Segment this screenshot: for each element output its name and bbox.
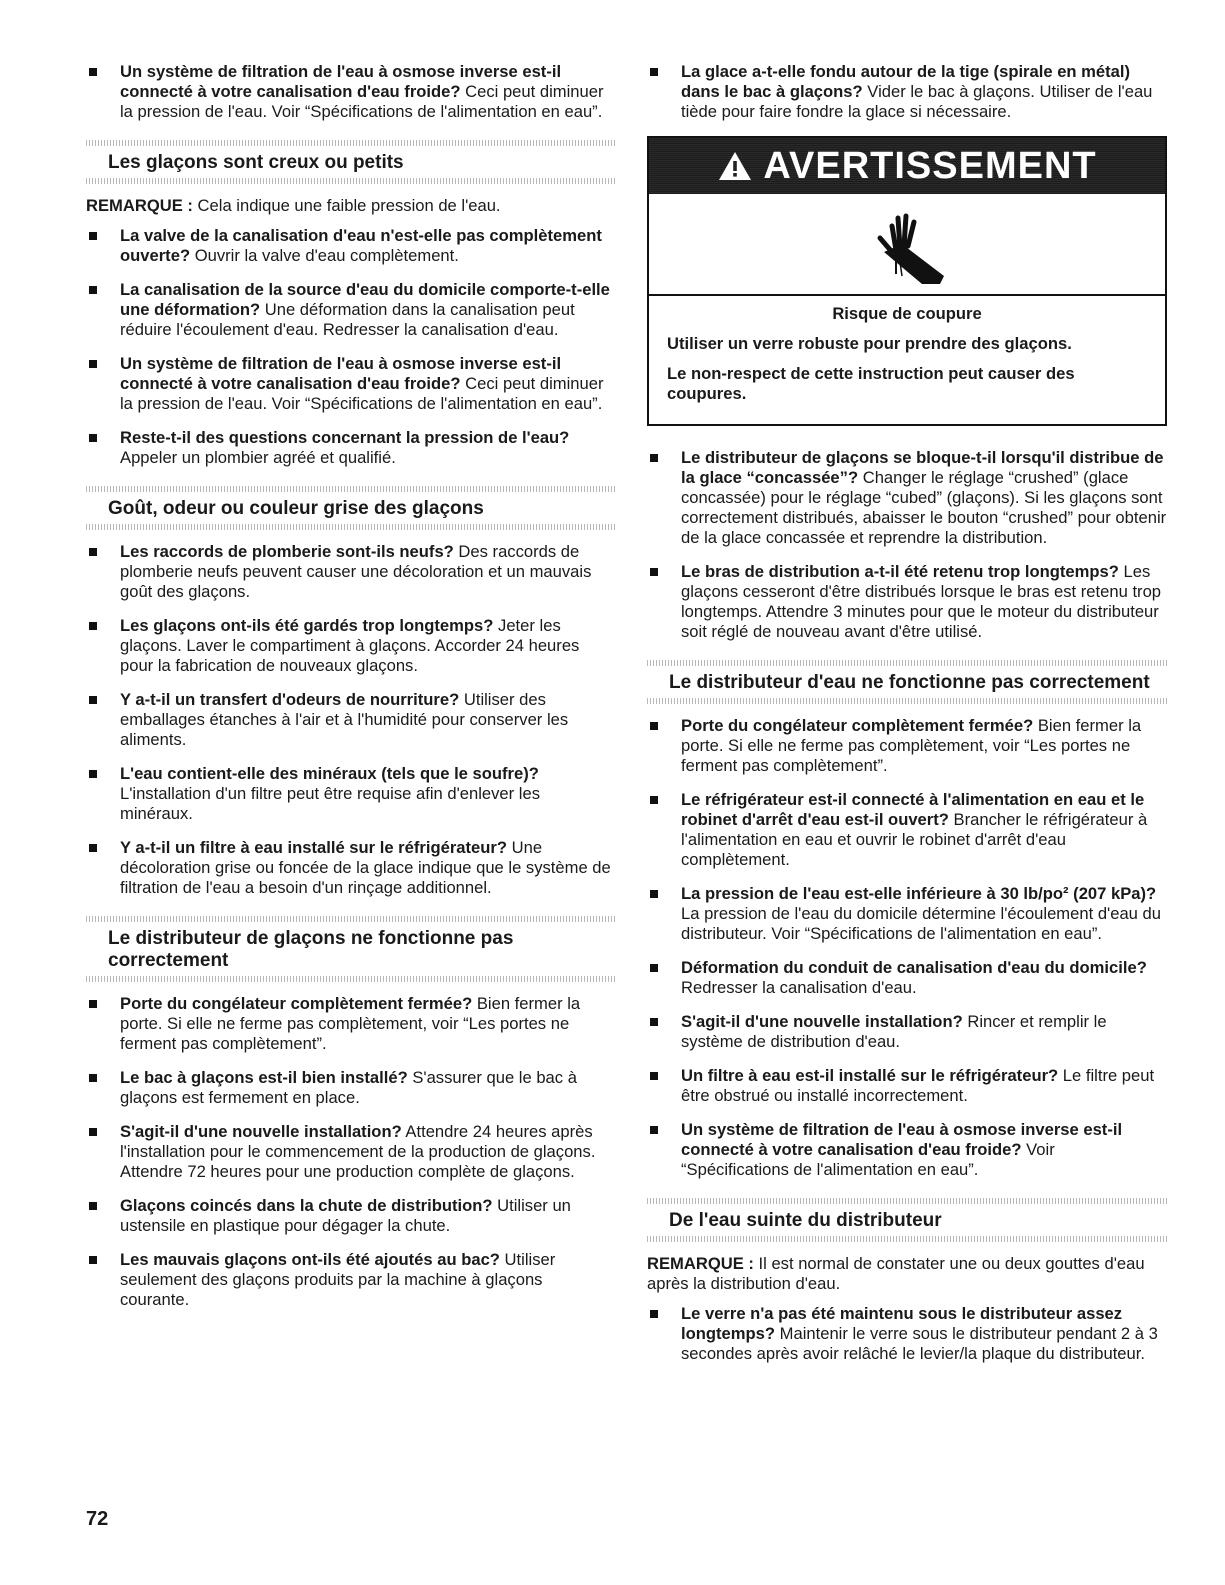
divider [647, 698, 1167, 704]
divider [86, 178, 616, 184]
list-item: Déformation du conduit de canalisation d'eau du domicile? Redresser la canalisation d'eau. [647, 958, 1167, 998]
hazard-symbol [649, 194, 1165, 296]
list-item: Un filtre à eau est-il installé sur le réfrigérateur? Le filtre peut être obstrué ou installé incorrectement. [647, 1066, 1167, 1106]
section-title: Goût, odeur ou couleur grise des glaçons [108, 498, 484, 519]
list-item: La glace a-t-elle fondu autour de la tige (spirale en métal) dans le bac à glaçons? Vider le bac à glaçons. Utiliser de l'eau tiède pour faire fondre la glace si nécessaire. [647, 62, 1167, 122]
list-item: Reste-t-il des questions concernant la pression de l'eau? Appeler un plombier agréé et qualifié. [86, 428, 616, 468]
left-column [86, 62, 616, 1324]
warning-text [649, 296, 1165, 424]
warning-box [647, 136, 1167, 426]
warning-risk: Risque de coupure [832, 304, 982, 323]
list-item: L'eau contient-elle des minéraux (tels que le soufre)? L'installation d'un filtre peut être requise afin d'enlever les minéraux. [86, 764, 616, 824]
list-item: Le réfrigérateur est-il connecté à l'alimentation en eau et le robinet d'arrêt d'eau est-il ouvert? Brancher le réfrigérateur à l'alimentation en eau et ouvrir le robinet d'arrêt d'eau complètement. [647, 790, 1167, 870]
list-item: Un système de filtration de l'eau à osmose inverse est-il connecté à votre canalisation d'eau froide? Voir “Spécifications de l'alimentation en eau”. [647, 1120, 1167, 1180]
warning-line: Le non-respect de cette instruction peut causer des coupures. [667, 364, 1075, 403]
section-heading [86, 916, 616, 982]
list-item: Le verre n'a pas été maintenu sous le distributeur assez longtemps? Maintenir le verre sous le distributeur pendant 2 à 3 secondes après avoir relâché le levier/la plaque du distributeur. [647, 1304, 1167, 1364]
section-title: Le distributeur d'eau ne fonctionne pas correctement [669, 672, 1150, 693]
list-item: Le bac à glaçons est-il bien installé? S'assurer que le bac à glaçons est fermement en place. [86, 1068, 616, 1108]
cut-hand-icon [862, 204, 952, 284]
list-item: Y a-t-il un transfert d'odeurs de nourriture? Utiliser des emballages étanches à l'air et à l'humidité pour conserver les aliments. [86, 690, 616, 750]
divider [86, 524, 616, 530]
warning-banner [649, 138, 1165, 194]
list-item: S'agit-il d'une nouvelle installation? Rincer et remplir le système de distribution d'eau. [647, 1012, 1167, 1052]
divider [647, 1236, 1167, 1242]
section-heading [647, 660, 1167, 704]
list-item: La canalisation de la source d'eau du domicile comporte-t-elle une déformation? Une déformation dans la canalisation peut réduire l'écoulement d'eau. Redresser la canalisation d'eau. [86, 280, 616, 340]
section-heading [647, 1198, 1167, 1242]
list-item: Porte du congélateur complètement fermée? Bien fermer la porte. Si elle ne ferme pas complètement, voir “Les portes ne ferment pas complètement”. [86, 994, 616, 1054]
list-item: Un système de filtration de l'eau à osmose inverse est-il connecté à votre canalisation d'eau froide? Ceci peut diminuer la pression de l'eau. Voir “Spécifications de l'alimentation en eau”. [86, 354, 616, 414]
list-item: Le distributeur de glaçons se bloque-t-il lorsqu'il distribue de la glace “concassée”? Changer le réglage “crushed” (glace concassée) pour le réglage “cubed” (glaçons). Si les glaçons sont correctement distribués, abaisser le bouton “crushed” pour obtenir de la glace concassée et reprendre la distribution. [647, 448, 1167, 548]
list-item: Le bras de distribution a-t-il été retenu trop longtemps? Les glaçons cesseront d'être distribués lorsque le bras est retenu trop longtemps. Attendre 3 minutes pour que le moteur du distributeur soit réglé de nouveau avant d'être utilisé. [647, 562, 1167, 642]
list-item: Glaçons coincés dans la chute de distribution? Utiliser un ustensile en plastique pour dégager la chute. [86, 1196, 616, 1236]
section-heading [86, 140, 616, 184]
list-item: Les mauvais glaçons ont-ils été ajoutés au bac? Utiliser seulement des glaçons produits par la machine à glaçons courante. [86, 1250, 616, 1310]
section-title: Le distributeur de glaçons ne fonctionne pas correctement [108, 928, 514, 971]
list-item: Un système de filtration de l'eau à osmose inverse est-il connecté à votre canalisation d'eau froide? Ceci peut diminuer la pression de l'eau. Voir “Spécifications de l'alimentation en eau”. [86, 62, 616, 122]
list-item: La pression de l'eau est-elle inférieure à 30 lb/po² (207 kPa)? La pression de l'eau du domicile détermine l'écoulement d'eau du distributeur. Voir “Spécifications de l'alimentation en eau”. [647, 884, 1167, 944]
list-item: La valve de la canalisation d'eau n'est-elle pas complètement ouverte? Ouvrir la valve d'eau complètement. [86, 226, 616, 266]
note: REMARQUE : Il est normal de constater une ou deux gouttes d'eau après la distribution d'eau. [647, 1254, 1145, 1293]
page-number: 72 [86, 1508, 109, 1530]
list-item: Les raccords de plomberie sont-ils neufs? Des raccords de plomberie neufs peuvent causer une décoloration et un mauvais goût des glaçons. [86, 542, 616, 602]
warning-triangle-icon [717, 150, 753, 182]
list-item: Porte du congélateur complètement fermée? Bien fermer la porte. Si elle ne ferme pas complètement, voir “Les portes ne ferment pas complètement”. [647, 716, 1167, 776]
warning-title: AVERTISSEMENT [763, 144, 1097, 187]
list-item: Y a-t-il un filtre à eau installé sur le réfrigérateur? Une décoloration grise ou foncée de la glace indique que le système de filtration de l'eau a besoin d'un rinçage additionnel. [86, 838, 616, 898]
section-title: Les glaçons sont creux ou petits [108, 152, 404, 173]
warning-line: Utiliser un verre robuste pour prendre des glaçons. [667, 334, 1072, 353]
section-heading [86, 486, 616, 530]
note: REMARQUE : Cela indique une faible pression de l'eau. [86, 196, 501, 215]
list-item: S'agit-il d'une nouvelle installation? Attendre 24 heures après l'installation pour le commencement de la production de glaçons. Attendre 72 heures pour une production complète de glaçons. [86, 1122, 616, 1182]
list-item: Les glaçons ont-ils été gardés trop longtemps? Jeter les glaçons. Laver le compartiment à glaçons. Accorder 24 heures pour la fabrication de nouveaux glaçons. [86, 616, 616, 676]
right-column [647, 62, 1167, 1378]
divider [86, 976, 616, 982]
section-title: De l'eau suinte du distributeur [669, 1210, 942, 1231]
